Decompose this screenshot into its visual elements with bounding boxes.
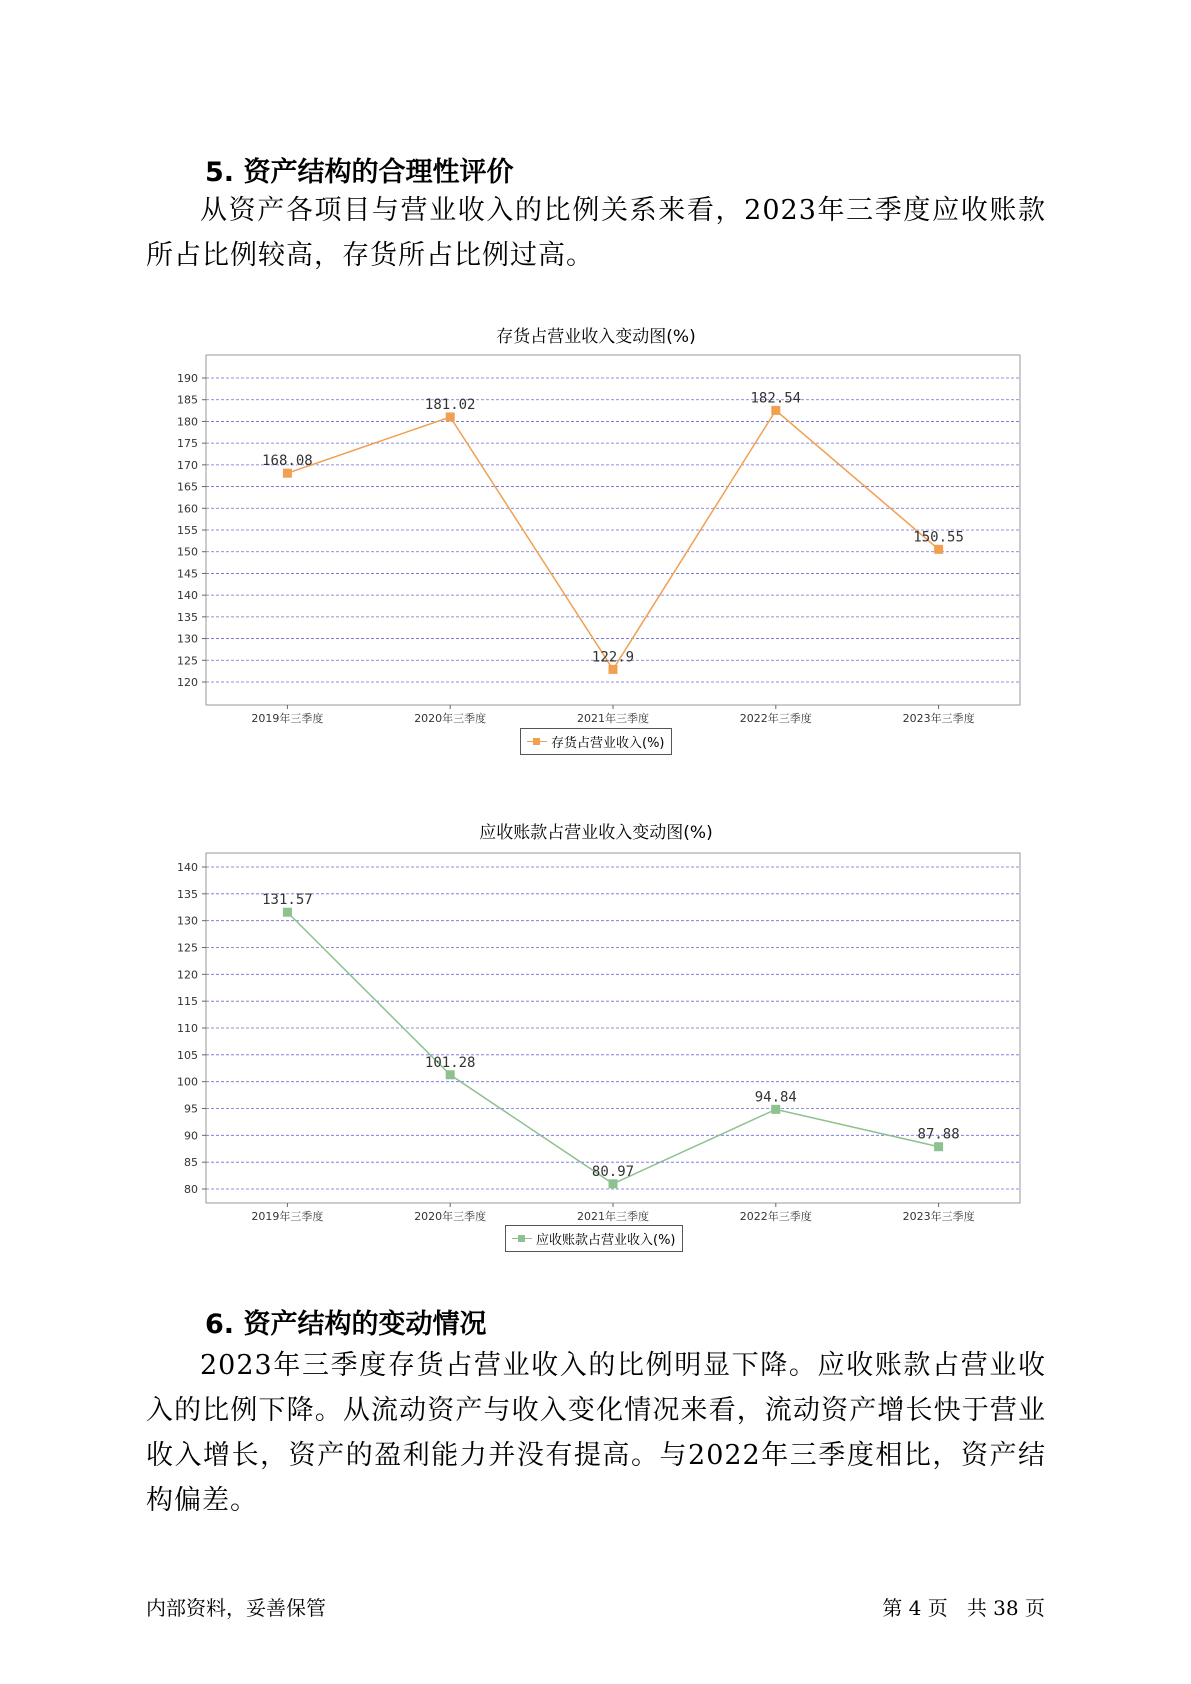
data-point <box>934 1142 943 1151</box>
data-point <box>283 908 292 917</box>
data-label: 101.28 <box>424 1054 476 1071</box>
x-tick-label: 2019年三季度 <box>251 1210 324 1223</box>
y-tick-label: 165 <box>177 480 198 494</box>
section5-heading: 5. 资产结构的合理性评价 <box>205 157 514 188</box>
data-point <box>283 469 292 478</box>
y-tick-label: 90 <box>184 1129 198 1143</box>
y-tick-label: 140 <box>177 861 198 874</box>
y-tick-label: 180 <box>177 415 198 429</box>
y-tick-label: 155 <box>177 524 198 537</box>
x-tick-label: 2020年三季度 <box>414 1210 487 1223</box>
y-tick-label: 130 <box>177 914 198 928</box>
y-tick-label: 160 <box>177 502 198 516</box>
data-point <box>446 1070 455 1079</box>
section5-paragraph: 从资产各项目与营业收入的比例关系来看，2023年三季度应收账款所占比例较高，存货所占比例过高。 <box>146 195 1046 271</box>
data-label: 150.55 <box>913 529 964 546</box>
footer-confidential: 内部资料，妥善保管 <box>146 1596 326 1620</box>
y-tick-label: 125 <box>177 654 198 668</box>
chart2-legend-label: 应收账款占营业收入(%) <box>536 1233 676 1248</box>
chart1-legend <box>520 728 672 755</box>
x-tick-label: 2022年三季度 <box>739 712 812 725</box>
data-label: 122.9 <box>591 649 635 666</box>
chart1-legend-label: 存货占营业收入(%) <box>551 736 665 751</box>
legend-swatch-orange <box>527 737 547 746</box>
legend-swatch-green <box>512 1234 532 1243</box>
data-label: 87.88 <box>917 1126 960 1143</box>
y-tick-label: 175 <box>177 437 198 451</box>
section6-paragraph: 2023年三季度存货占营业收入的比例明显下降。应收账款占营业收入的比例下降。从流动资产与收入变化情况来看，流动资产增长快于营业收入增长，资产的盈利能力并没有提高。与2022年三季度相比，资产结构偏差。 <box>146 1350 1046 1516</box>
y-tick-label: 125 <box>177 941 198 955</box>
y-tick-label: 145 <box>177 567 198 581</box>
y-tick-label: 140 <box>177 589 198 603</box>
y-tick-label: 115 <box>177 995 198 1009</box>
y-tick-label: 105 <box>177 1048 198 1062</box>
y-tick-label: 185 <box>177 393 198 407</box>
data-point <box>771 406 780 415</box>
y-tick-label: 190 <box>177 372 198 385</box>
y-tick-label: 135 <box>177 887 198 901</box>
y-tick-label: 80 <box>184 1183 198 1196</box>
chart1-title: 存货占营业收入变动图(%) <box>496 327 696 347</box>
data-label: 182.54 <box>750 390 802 407</box>
data-label: 94.84 <box>754 1089 797 1106</box>
x-tick-label: 2021年三季度 <box>577 712 649 725</box>
y-tick-label: 130 <box>177 632 198 646</box>
data-label: 131.57 <box>262 892 313 909</box>
x-tick-label: 2021年三季度 <box>577 1210 649 1223</box>
data-point <box>609 1179 618 1188</box>
data-label: 181.02 <box>424 396 476 413</box>
y-tick-label: 85 <box>184 1156 198 1170</box>
footer-page-number: 第 4 页 共 38 页 <box>882 1596 1045 1620</box>
y-tick-label: 120 <box>177 968 198 982</box>
y-tick-label: 120 <box>177 676 198 689</box>
y-tick-label: 170 <box>177 458 198 472</box>
y-tick-label: 110 <box>177 1022 198 1035</box>
data-point <box>771 1105 780 1114</box>
chart2-receivables-ratio <box>0 830 1191 1223</box>
chart2-legend <box>505 1225 683 1252</box>
x-tick-label: 2023年三季度 <box>902 1210 975 1223</box>
y-tick-label: 100 <box>177 1075 198 1089</box>
x-tick-label: 2023年三季度 <box>902 712 975 725</box>
section6-heading: 6. 资产结构的变动情况 <box>205 1309 487 1340</box>
y-tick-label: 95 <box>184 1102 198 1116</box>
data-point <box>609 665 618 674</box>
chart1-inventory-ratio <box>0 330 1191 725</box>
x-tick-label: 2022年三季度 <box>739 1210 812 1223</box>
data-label: 80.97 <box>591 1163 635 1180</box>
y-tick-label: 150 <box>177 545 198 559</box>
y-tick-label: 135 <box>177 610 198 624</box>
data-label: 168.08 <box>262 453 313 470</box>
data-point <box>934 545 943 554</box>
data-point <box>446 412 455 421</box>
x-tick-label: 2019年三季度 <box>251 712 324 725</box>
chart2-title: 应收账款占营业收入变动图(%) <box>479 823 713 843</box>
x-tick-label: 2020年三季度 <box>414 712 487 725</box>
